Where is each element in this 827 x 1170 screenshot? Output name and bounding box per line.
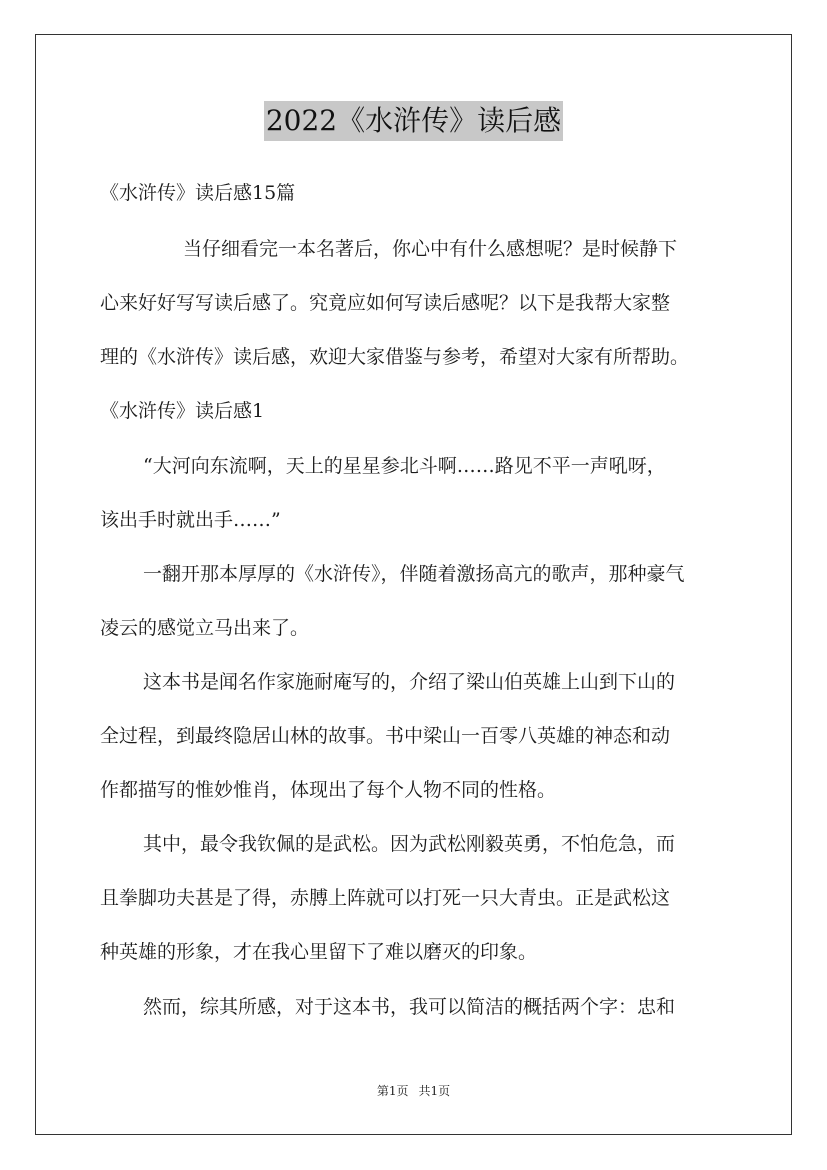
page-total: 共1页 [418,1084,451,1098]
paragraph-line: 一翻开那本厚厚的《水浒传》，伴随着激扬高亢的歌声，那种豪气 [143,563,685,585]
subtitle-line: 《水浒传》读后感15篇 [100,182,296,204]
paragraph-line: 该出手时就出手……” [100,509,281,531]
title-container [0,101,827,141]
paragraph-line: 作都描写的惟妙惟肖，体现出了每个人物不同的性格。 [100,779,557,801]
paragraph-line: 全过程，到最终隐居山林的故事。书中梁山一百零八英雄的神态和动 [100,725,671,747]
paragraph-line: 理的《水浒传》读后感，欢迎大家借鉴与参考，希望对大家有所帮助。 [100,346,690,368]
section-heading: 《水浒传》读后感1 [100,400,265,422]
page-footer [0,1083,827,1099]
page-number: 第1页 [376,1084,409,1098]
document-title: 2022《水浒传》读后感 [264,101,563,141]
paragraph-line: 凌云的感觉立马出来了。 [100,617,310,639]
paragraph-line: 然而，综其所感，对于这本书，我可以简洁的概括两个字：忠和 [143,996,676,1018]
paragraph-line: 当仔细看完一本名著后，你心中有什么感想呢？是时候静下 [183,238,678,260]
paragraph-line: 且拳脚功夫甚是了得，赤膊上阵就可以打死一只大青虫。正是武松这 [100,887,671,909]
paragraph-line: “大河向东流啊，天上的星星参北斗啊……路见不平一声吼呀， [143,455,666,477]
paragraph-line: 这本书是闻名作家施耐庵写的，介绍了梁山伯英雄上山到下山的 [143,671,676,693]
paragraph-line: 其中，最令我钦佩的是武松。因为武松刚毅英勇，不怕危急，而 [143,833,676,855]
paragraph-line: 种英雄的形象，才在我心里留下了难以磨灭的印象。 [100,941,538,963]
paragraph-line: 心来好好写写读后感了。究竟应如何写读后感呢？以下是我帮大家整 [100,292,671,314]
